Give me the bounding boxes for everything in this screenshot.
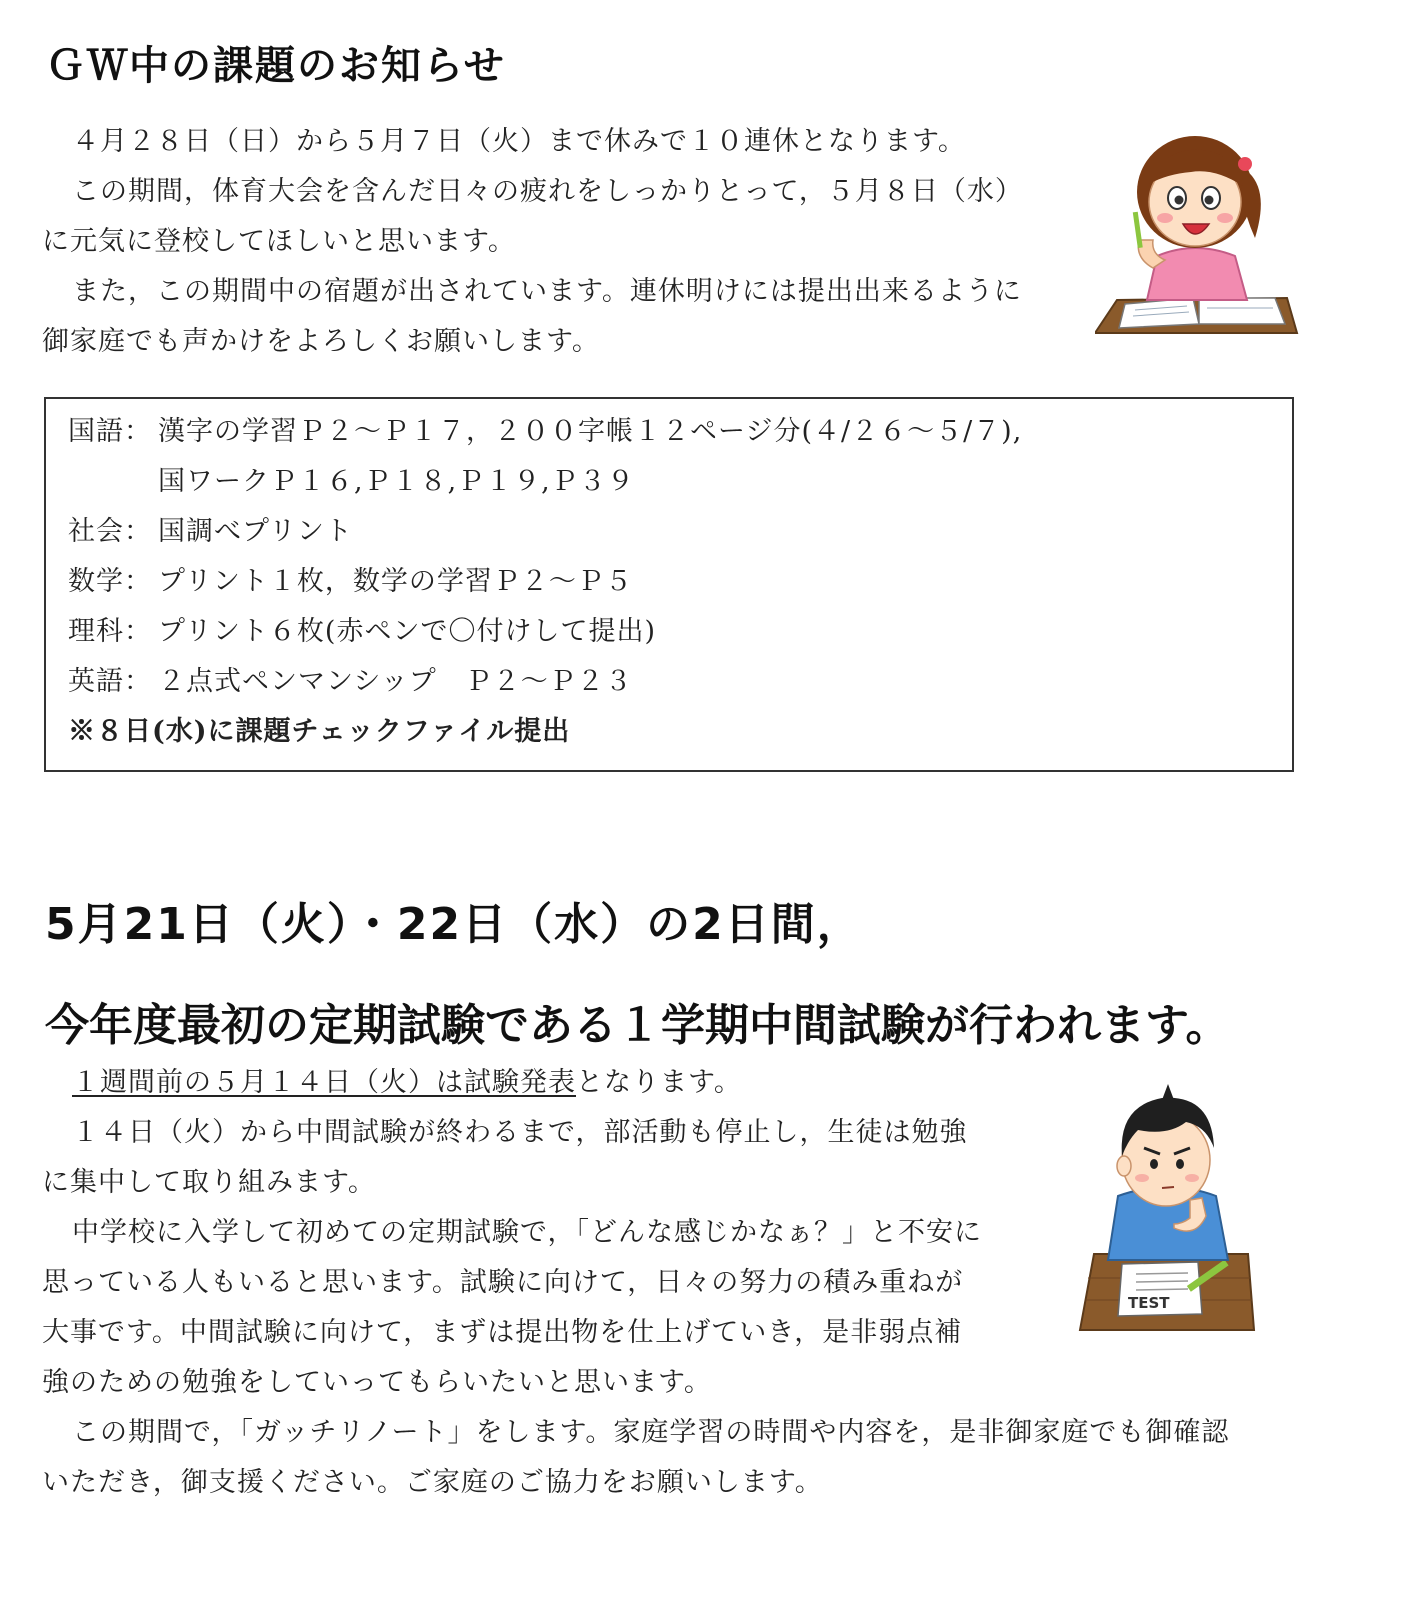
exam-line-1-rest: となります。 — [576, 1067, 742, 1098]
exam-line-4: 中学校に入学して初めての定期試験で，「どんな感じかなぁ？」と不安に — [72, 1217, 982, 1248]
homework-math-row — [68, 557, 633, 607]
gw-notice-title: ＧＷ中の課題のお知らせ — [45, 43, 506, 89]
exam-notice-body — [42, 1058, 1052, 1408]
exam-line-9: いただき，御支援ください。ご家庭のご協力をお願いします。 — [42, 1467, 823, 1498]
homework-list-box — [44, 397, 1294, 772]
homework-english-row — [68, 657, 633, 707]
homework-science-row — [68, 607, 656, 657]
subject-label-social: 社会： — [68, 516, 152, 547]
homework-social-text: 国調べプリント — [158, 516, 353, 547]
homework-japanese-text-1: 漢字の学習Ｐ２～Ｐ１７，２００字帳１２ページ分(４/２６～５/７), — [158, 416, 1023, 447]
exam-line-8: この期間で，「ガッチリノート」をします。家庭学習の時間や内容を，是非御家庭でも御確認 — [72, 1417, 1230, 1448]
girl-illustration-svg — [1095, 128, 1300, 338]
subject-label-math: 数学： — [68, 566, 152, 597]
girl-studying-illustration — [1095, 128, 1300, 338]
homework-japanese-row-2 — [68, 457, 635, 507]
exam-line-1 — [42, 1058, 1052, 1108]
subject-label-japanese: 国語： — [68, 416, 152, 447]
exam-line-2: １４日（火）から中間試験が終わるまで，部活動も停止し，生徒は勉強 — [72, 1117, 968, 1148]
exam-notice-body-cont — [42, 1408, 1352, 1508]
test-sheet-label: TEST — [1128, 1294, 1170, 1312]
gw-line-4: また，この期間中の宿題が出されています。連休明けには提出出来るように — [72, 276, 1022, 307]
homework-social-row — [68, 507, 353, 557]
exam-line-3: に集中して取り組みます。 — [42, 1167, 376, 1198]
subject-label-english: 英語： — [68, 666, 152, 697]
homework-math-text: プリント１枚，数学の学習Ｐ２～Ｐ５ — [158, 566, 633, 597]
exam-notice-title-line-2: 今年度最初の定期試験である１学期中間試験が行われます。 — [45, 1000, 1230, 1051]
boy-thinking-test-illustration — [1078, 1078, 1258, 1333]
gw-line-5: 御家庭でも声かけをよろしくお願いします。 — [42, 326, 600, 357]
gw-line-2: この期間，体育大会を含んだ日々の疲れをしっかりとって，５月８日（水） — [72, 176, 1023, 207]
gw-line-3: に元気に登校してほしいと思います。 — [42, 226, 516, 257]
homework-english-text: ２点式ペンマンシップ Ｐ２～Ｐ２３ — [158, 666, 633, 697]
gw-line-1: ４月２８日（日）から５月７日（火）まで休みで１０連休となります。 — [72, 126, 966, 157]
exam-announcement-date: １週間前の５月１４日（火）は試験発表 — [72, 1067, 576, 1098]
exam-line-7: 強のための勉強をしていってもらいたいと思います。 — [42, 1367, 712, 1398]
homework-submission-note: ※８日(水)に課題チェックファイル提出 — [68, 716, 571, 747]
homework-japanese-row-1 — [68, 407, 1022, 457]
exam-line-5: 思っている人もいると思います。試験に向けて，日々の努力の積み重ねが — [42, 1267, 964, 1298]
homework-science-text: プリント６枚(赤ペンで〇付けして提出) — [158, 616, 656, 647]
homework-japanese-text-2: 国ワークＰ１６,Ｐ１８,Ｐ１９,Ｐ３９ — [158, 466, 635, 497]
exam-line-6: 大事です。中間試験に向けて，まずは提出物を仕上げていき，是非弱点補 — [42, 1317, 963, 1348]
boy-illustration-svg — [1078, 1078, 1258, 1333]
subject-label-science: 理科： — [68, 616, 152, 647]
gw-notice-body — [42, 117, 1102, 367]
exam-notice-title-line-1: 5月21日（火）・22日（水）の2日間， — [45, 899, 863, 950]
